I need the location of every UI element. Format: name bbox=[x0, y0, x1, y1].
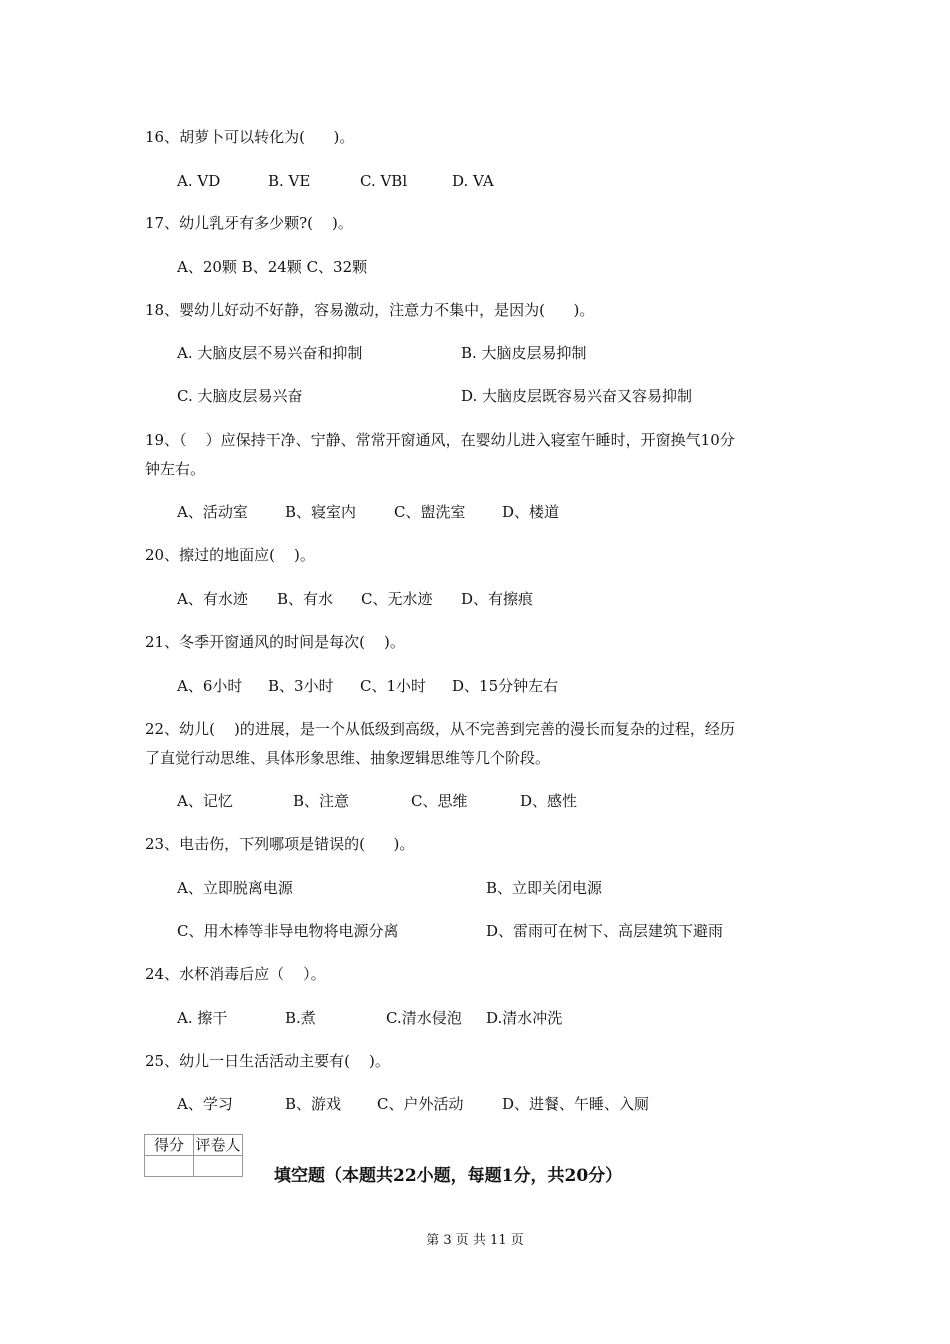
option-23c: C、用木棒等非导电物将电源分离 bbox=[177, 922, 399, 940]
option-18b: B. 大脑皮层易抑制 bbox=[461, 344, 587, 362]
option-20c: C、无水迹 bbox=[361, 590, 433, 608]
option-19a: A、活动室 bbox=[177, 503, 248, 521]
option-24a: A. 擦干 bbox=[177, 1009, 228, 1027]
score-header: 得分 bbox=[145, 1135, 194, 1156]
option-24c: C.清水侵泡 bbox=[386, 1009, 462, 1027]
option-22a: A、记忆 bbox=[177, 792, 233, 810]
score-table bbox=[144, 1134, 243, 1177]
option-25c: C、户外活动 bbox=[377, 1095, 464, 1113]
option-18a: A. 大脑皮层不易兴奋和抑制 bbox=[177, 344, 363, 362]
option-16d: D. VA bbox=[452, 172, 494, 190]
option-23b: B、立即关闭电源 bbox=[486, 879, 603, 897]
option-23d: D、雷雨可在树下、高层建筑下避雨 bbox=[486, 922, 724, 940]
option-19c: C、盥洗室 bbox=[394, 503, 466, 521]
question-24: 24、水杯消毒后应（ ）。 bbox=[145, 965, 326, 983]
section-title: 填空题（本题共22小题，每题1分，共20分） bbox=[274, 1166, 623, 1186]
option-18d: D. 大脑皮层既容易兴奋又容易抑制 bbox=[461, 387, 693, 405]
question-18: 18、婴幼儿好动不好静，容易激动，注意力不集中，是因为( )。 bbox=[145, 301, 595, 319]
page-footer: 第 3 页 共 11 页 bbox=[426, 1233, 524, 1248]
question-25: 25、幼儿一日生活活动主要有( )。 bbox=[145, 1052, 390, 1070]
option-25a: A、学习 bbox=[177, 1095, 233, 1113]
options-17: A、20颗 B、24颗 C、32颗 bbox=[177, 258, 368, 276]
option-21c: C、1小时 bbox=[360, 677, 427, 695]
option-16c: C. VBl bbox=[360, 172, 408, 190]
option-16a: A. VD bbox=[177, 172, 221, 190]
question-22-line1: 22、幼儿( )的进展，是一个从低级到高级，从不完善到完善的漫长而复杂的过程，经历 bbox=[145, 720, 735, 738]
option-21d: D、15分钟左右 bbox=[452, 677, 559, 695]
option-22b: B、注意 bbox=[293, 792, 350, 810]
grader-cell[interactable] bbox=[194, 1156, 243, 1177]
question-19-line2: 钟左右。 bbox=[145, 460, 206, 478]
option-20b: B、有水 bbox=[277, 590, 334, 608]
option-16b: B. VE bbox=[268, 172, 311, 190]
option-20d: D、有擦痕 bbox=[461, 590, 534, 608]
option-25d: D、进餐、午睡、入厕 bbox=[502, 1095, 650, 1113]
question-17: 17、幼儿乳牙有多少颗?( )。 bbox=[145, 214, 353, 232]
score-cell[interactable] bbox=[145, 1156, 194, 1177]
question-16: 16、胡萝卜可以转化为( )。 bbox=[145, 128, 355, 146]
question-20: 20、擦过的地面应( )。 bbox=[145, 546, 315, 564]
option-21a: A、6小时 bbox=[177, 677, 243, 695]
option-20a: A、有水迹 bbox=[177, 590, 248, 608]
question-22-line2: 了直觉行动思维、具体形象思维、抽象逻辑思维等几个阶段。 bbox=[145, 749, 551, 767]
question-23: 23、电击伤，下列哪项是错误的( )。 bbox=[145, 835, 415, 853]
question-21: 21、冬季开窗通风的时间是每次( )。 bbox=[145, 633, 405, 651]
option-21b: B、3小时 bbox=[268, 677, 334, 695]
option-19b: B、寝室内 bbox=[285, 503, 357, 521]
grader-header: 评卷人 bbox=[195, 1136, 241, 1154]
question-19-line1: 19、（ ）应保持干净、宁静、常常开窗通风，在婴幼儿进入寝室午睡时，开窗换气10分 bbox=[145, 431, 735, 449]
option-23a: A、立即脱离电源 bbox=[177, 879, 293, 897]
option-19d: D、楼道 bbox=[502, 503, 560, 521]
option-25b: B、游戏 bbox=[285, 1095, 342, 1113]
option-22d: D、感性 bbox=[520, 792, 578, 810]
option-24b: B.煮 bbox=[285, 1009, 316, 1027]
option-18c: C. 大脑皮层易兴奋 bbox=[177, 387, 303, 405]
option-24d: D.清水冲洗 bbox=[486, 1009, 563, 1027]
option-22c: C、思维 bbox=[411, 792, 468, 810]
